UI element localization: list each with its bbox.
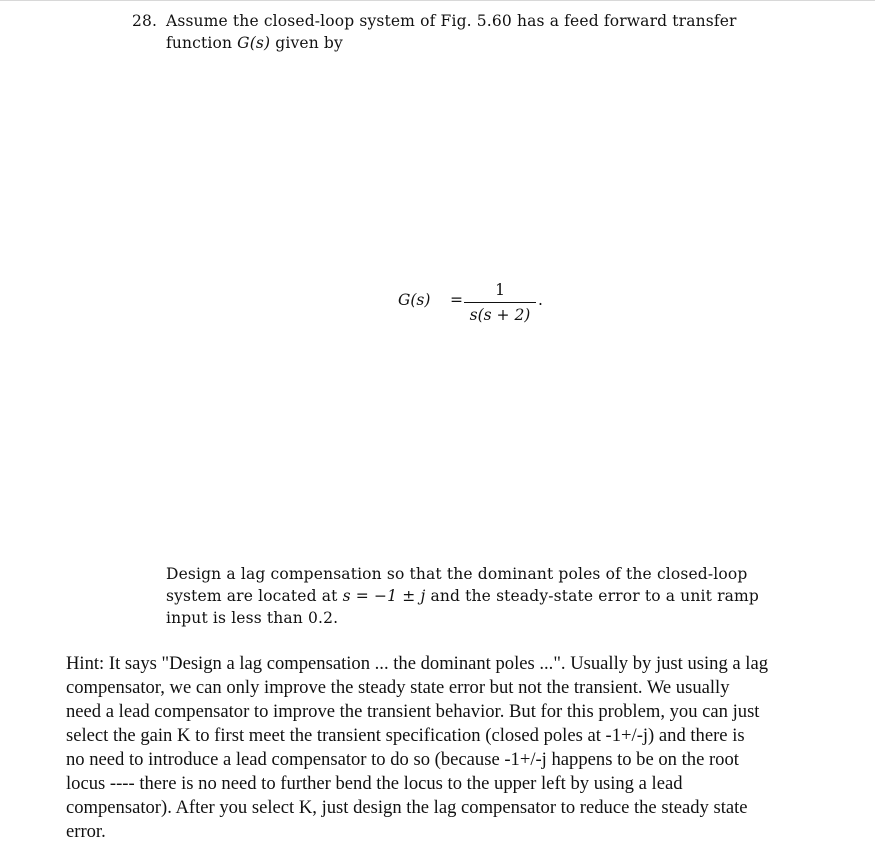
- design-line-3: input is less than 0.2.: [166, 609, 339, 627]
- design-line-1: Design a lag compensation so that the dominant poles of the closed-loop: [166, 565, 748, 583]
- hint-line: error.: [66, 821, 106, 842]
- design-line-2-math: s = −1 ± j: [342, 587, 426, 605]
- hint-line: need a lead compensator to improve the transient behavior. But for this problem, you can just: [66, 701, 760, 722]
- hint-paragraph: [66, 652, 856, 844]
- equation-equals: =: [450, 291, 463, 309]
- hint-line: select the gain K to first meet the transient specification (closed poles at -1+/-j) and there is: [66, 725, 745, 746]
- problem-line-1: Assume the closed-loop system of Fig. 5.60 has a feed forward transfer: [166, 12, 737, 30]
- equation-numerator: 1: [495, 281, 505, 299]
- problem-line-2-pre: function: [166, 34, 238, 52]
- hint-line: compensator). After you select K, just design the lag compensator to reduce the steady state: [66, 797, 748, 818]
- design-statement: [166, 563, 806, 629]
- problem-line-2: [132, 32, 852, 54]
- problem-line-2-fn: G(s): [237, 34, 271, 52]
- top-divider: [0, 0, 875, 1]
- problem-number: 28.: [132, 12, 158, 30]
- fraction-bar: [464, 302, 536, 303]
- equation-lhs: G(s): [398, 291, 431, 309]
- equation-denominator: s(s + 2): [469, 306, 531, 324]
- design-line-2-pre: system are located at: [166, 587, 343, 605]
- equation-period: .: [538, 291, 543, 309]
- hint-line: compensator, we can only improve the steady state error but not the transient. We usually: [66, 677, 730, 698]
- equation-fraction: [464, 280, 536, 325]
- problem-line-2-post: given by: [270, 34, 343, 52]
- design-line-2: [166, 585, 806, 607]
- hint-line: locus ---- there is no need to further bend the locus to the upper left by using a lead: [66, 773, 683, 794]
- hint-line: no need to introduce a lead compensator to do so (because -1+/-j happens to be on the root: [66, 749, 739, 770]
- problem-statement: [132, 10, 852, 54]
- hint-line: Hint: It says "Design a lag compensation ... the dominant poles ...". Usually by just using a lag: [66, 653, 769, 674]
- design-line-2-post: and the steady-state error to a unit ramp: [425, 587, 759, 605]
